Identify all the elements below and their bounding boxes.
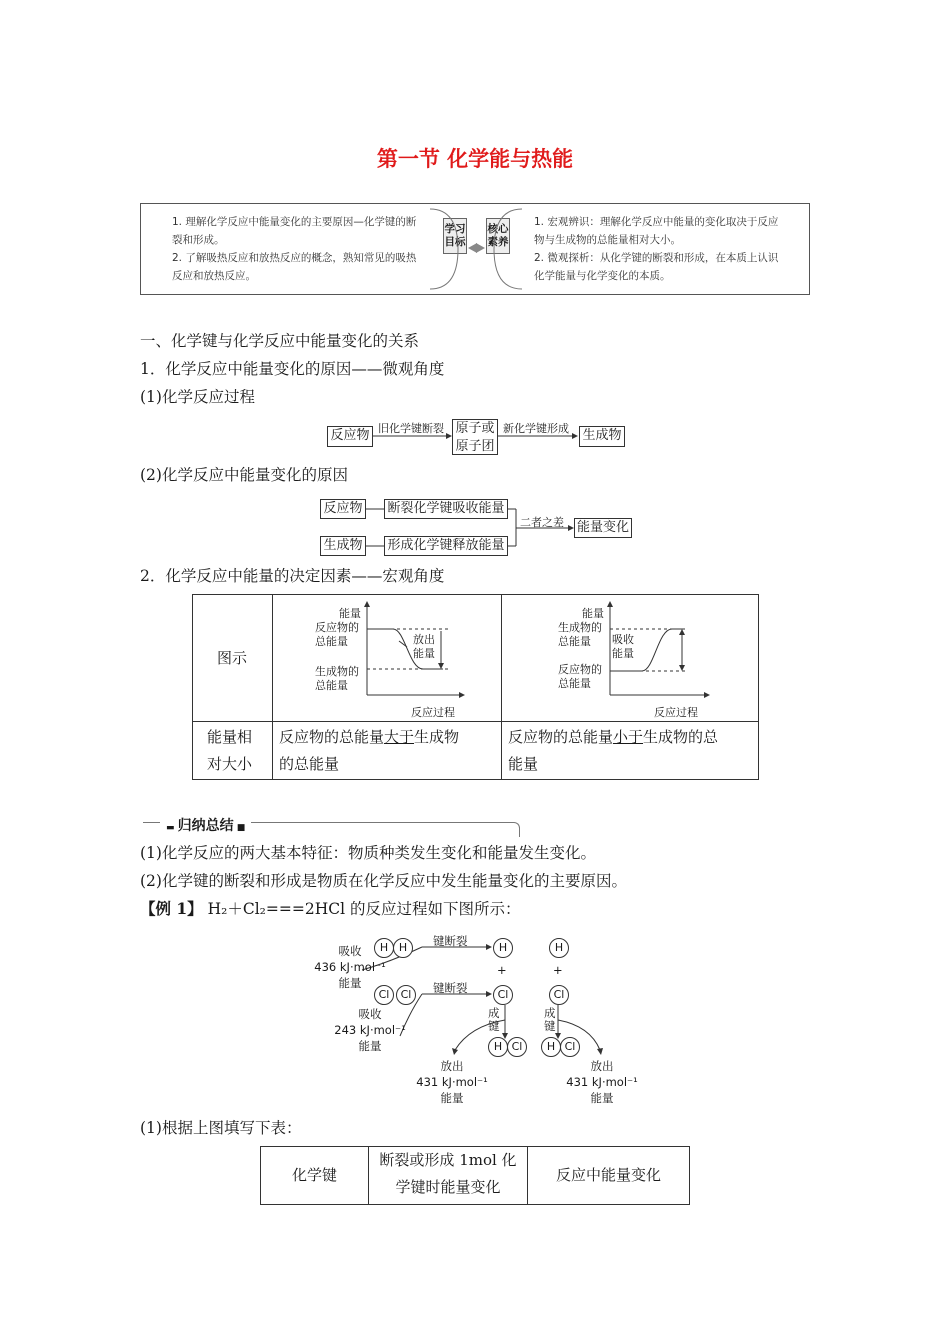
graph-ylabel: 能量	[582, 607, 604, 620]
label-line: 能量	[612, 647, 634, 660]
text: 反应物的总能量	[279, 728, 385, 746]
bond-break-label: 键断裂	[433, 981, 468, 995]
label-line: 能量相	[207, 727, 253, 746]
graph-xlabel: 反应过程	[411, 706, 455, 719]
header-line: 学键时能量变化	[395, 1178, 501, 1196]
label-line: 总能量	[558, 677, 591, 690]
label-line: 吸收	[358, 1007, 382, 1021]
graph-arrow-label	[413, 633, 435, 661]
cl-atom: Cl	[549, 985, 569, 1005]
label-line: 放出	[440, 1059, 464, 1073]
label-line: 431 kJ·mol⁻¹	[566, 1075, 638, 1089]
label-line: 总能量	[315, 679, 348, 692]
label-line: 键	[488, 1019, 500, 1033]
flow-result: 能量变化	[574, 518, 632, 538]
release-label	[566, 1058, 638, 1106]
label-line: 431 kJ·mol⁻¹	[416, 1075, 488, 1089]
text: 的总能量	[279, 755, 340, 773]
flow-reactant: 反应物	[327, 426, 373, 447]
cl-atom: Cl	[560, 1037, 580, 1057]
subsection-heading: (2)化学反应中能量变化的原因	[140, 466, 348, 484]
label-line: 成	[544, 1006, 556, 1020]
label-line: 键	[544, 1019, 556, 1033]
exothermic-graph-cell	[273, 595, 502, 722]
h-atom: H	[541, 1037, 561, 1057]
flow2-lines	[300, 490, 660, 565]
key-answer: 小于	[613, 728, 644, 746]
absorb-cl-label	[334, 1006, 406, 1054]
key-answer: 大于	[384, 728, 415, 746]
cl-atom: Cl	[396, 985, 416, 1005]
objective-item: 2. 微观探析：从化学键的断裂和形成，在本质上认识化学能量与化学变化的本质。	[534, 252, 779, 282]
endothermic-comparison	[502, 722, 759, 780]
example-text: H₂＋Cl₂===2HCl 的反应过程如下图所示：	[207, 900, 521, 918]
label-line: 吸收	[338, 944, 362, 958]
h-atom: H	[488, 1037, 508, 1057]
graph-bottom-label	[315, 665, 359, 693]
release-label	[416, 1058, 488, 1106]
cl-atom: Cl	[493, 985, 513, 1005]
question: (1)根据上图填写下表：	[140, 1119, 302, 1137]
graph-arrow-label	[612, 633, 634, 661]
flow-label: 新化学键形成	[503, 422, 569, 435]
flow-product: 生成物	[579, 426, 625, 447]
subsection-heading: (1)化学反应过程	[140, 388, 255, 406]
h-atom: H	[549, 938, 569, 958]
header-line: 断裂或形成 1mol 化	[379, 1151, 517, 1169]
row-label	[193, 722, 273, 780]
label-line: 放出	[590, 1059, 614, 1073]
graph-xlabel: 反应过程	[654, 706, 698, 719]
label-line: 对大小	[207, 754, 253, 773]
graph-top-label	[315, 621, 359, 649]
h-atom: H	[374, 938, 394, 958]
h-atom: H	[393, 938, 413, 958]
label-line: 总能量	[558, 635, 591, 648]
plus-sign: +	[497, 963, 507, 977]
bond-energy-table	[260, 1146, 690, 1205]
endothermic-graph-cell	[502, 595, 759, 722]
section-heading: 一、化学键与化学反应中能量变化的关系	[140, 332, 420, 350]
label-line: 放出	[413, 633, 435, 646]
flow-break: 断裂化学键吸收能量	[384, 499, 508, 519]
text: 反应物的总能量	[508, 728, 614, 746]
label-line: 成	[488, 1006, 500, 1020]
table-header: 化学键	[261, 1147, 369, 1205]
label-line: 243 kJ·mol⁻¹	[334, 1023, 406, 1037]
exothermic-graph	[273, 595, 501, 721]
subsection-heading: 2．化学反应中能量的决定因素——宏观角度	[140, 567, 445, 585]
label-line: 能量	[413, 647, 435, 660]
label-line: 能量	[358, 1039, 382, 1053]
label-line: 能量	[590, 1091, 614, 1105]
flow-product: 生成物	[320, 536, 366, 556]
flow-reactant: 反应物	[320, 499, 366, 519]
flow-label: 二者之差	[520, 516, 564, 529]
graph-ylabel: 能量	[339, 607, 361, 620]
flow-form: 形成化学键释放能量	[384, 536, 508, 556]
objective-item: 2. 了解吸热反应和放热反应的概念，熟知常见的吸热反应和放热反应。	[172, 252, 417, 282]
flow-intermediate-line: 原子或	[455, 421, 495, 436]
graph-top-label	[558, 621, 602, 649]
label-line: 生成物的	[558, 621, 602, 634]
label-line: 生成物的	[315, 665, 359, 678]
exothermic-comparison	[273, 722, 502, 780]
plus-sign: +	[553, 963, 563, 977]
cl-atom: Cl	[374, 985, 394, 1005]
text: 生成物	[414, 728, 460, 746]
graph-bottom-label	[558, 663, 602, 691]
bond-form-label	[488, 1007, 500, 1033]
absorb-h-label	[314, 943, 386, 991]
label-line: 能量	[338, 976, 362, 990]
flow1-arrows	[300, 415, 660, 460]
bond-break-label: 键断裂	[433, 934, 468, 948]
subsection-heading: 1．化学反应中能量变化的原因——微观角度	[140, 360, 445, 378]
example	[140, 899, 520, 919]
objective-item: 1. 理解化学反应中能量变化的主要原因—化学键的断裂和形成。	[172, 216, 417, 246]
cl-atom: Cl	[507, 1037, 527, 1057]
summary-title: 归纳总结	[177, 818, 234, 834]
summary-item: (1)化学反应的两大基本特征：物质种类发生变化和能量发生变化。	[140, 844, 596, 862]
text: 能量	[508, 755, 539, 773]
label-line: 436 kJ·mol⁻¹	[314, 960, 386, 974]
label-line: 反应物的	[315, 621, 359, 634]
example-label: 【例 1】	[140, 899, 203, 918]
summary-label: ▬ 归纳总结 ■	[160, 815, 251, 835]
label-line: 能量	[440, 1091, 464, 1105]
flow-intermediate-line: 原子团	[455, 439, 495, 454]
summary-item: (2)化学键的断裂和形成是物质在化学反应中发生能量变化的主要原因。	[140, 872, 627, 890]
text: 生成物的总	[643, 728, 719, 746]
objective-item: 1. 宏观辨识：理解化学反应中能量的变化取决于反应物与生成物的总能量相对大小。	[534, 216, 779, 246]
energy-table	[192, 594, 759, 780]
table-header: 反应中能量变化	[528, 1147, 690, 1205]
objectives-dividers	[140, 203, 810, 295]
learning-goal-tag: 学习目标	[443, 218, 467, 254]
table-header	[369, 1147, 528, 1205]
label-line: 反应物的	[558, 663, 602, 676]
row-label: 图示	[193, 595, 273, 722]
core-literacy-tag: 核心素养	[486, 218, 510, 254]
h-atom: H	[493, 938, 513, 958]
page-title: 第一节 化学能与热能	[376, 147, 574, 171]
label-line: 总能量	[315, 635, 348, 648]
bond-form-label	[544, 1007, 556, 1033]
flow-label: 旧化学键断裂	[378, 422, 444, 435]
label-line: 吸收	[612, 633, 634, 646]
